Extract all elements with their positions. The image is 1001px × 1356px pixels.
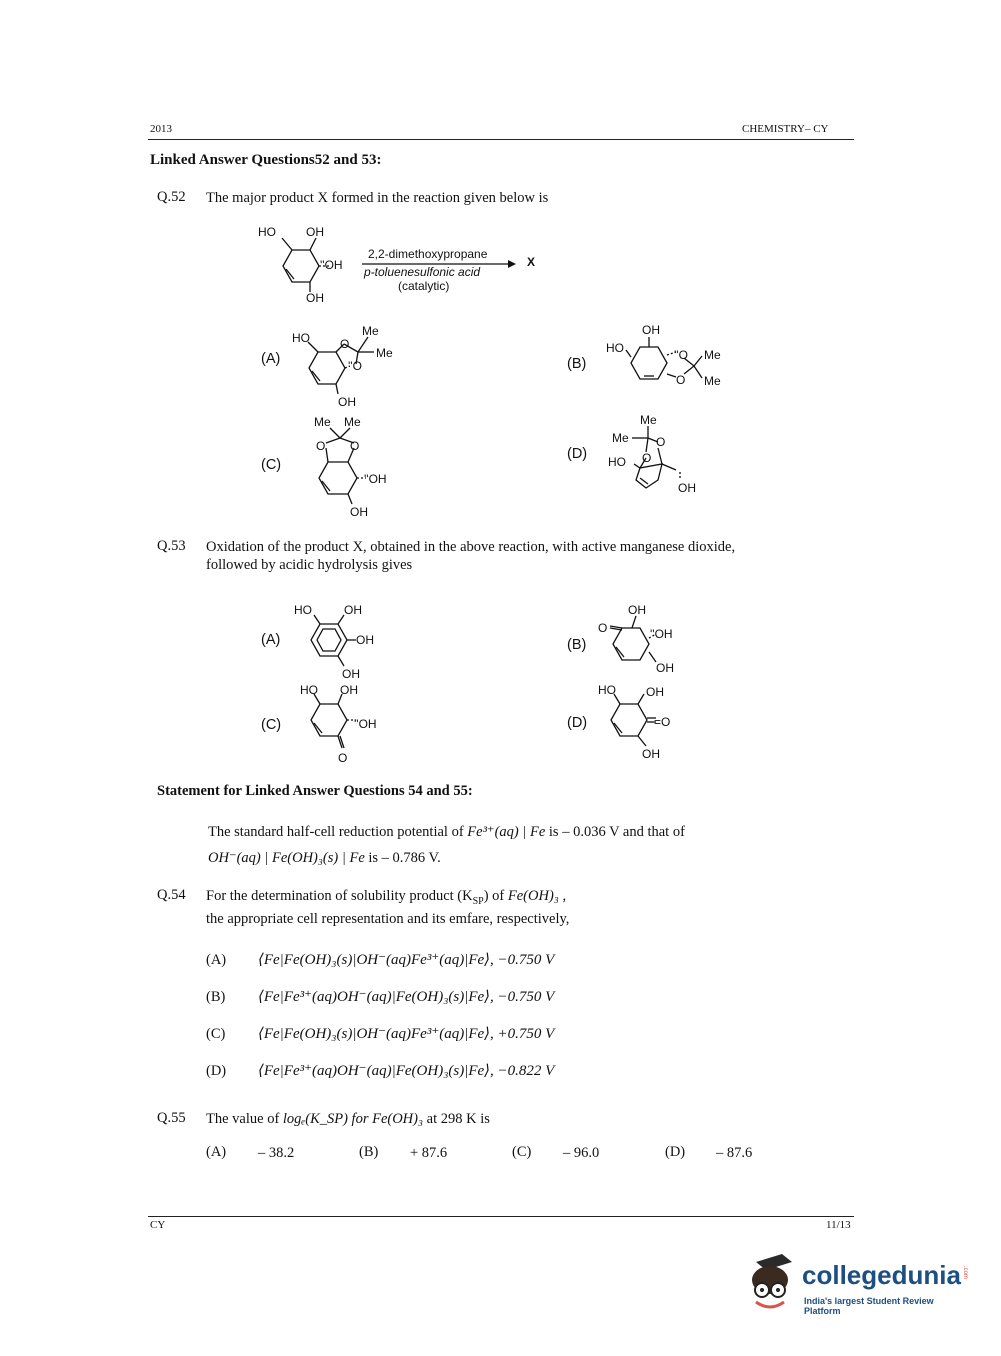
mascot-icon [742, 1250, 800, 1316]
linked-title-54-55: Statement for Linked Answer Questions 54 and 55: [157, 783, 473, 799]
q53-option-b-label[interactable]: (B) [567, 637, 587, 653]
q52-text: The major product X formed in the reaction given below is [206, 190, 549, 206]
q53-option-d-structure [594, 680, 704, 764]
svg-text:''OH: ''OH [354, 717, 377, 731]
q52-option-a-label[interactable]: (A) [261, 351, 281, 367]
q54-option-d-text[interactable]: ⟨Fe|Fe³⁺(aq)OH⁻(aq)|Fe(OH)₃(s)|Fe⟩, −0.822 V [258, 1063, 555, 1079]
header-subject: CHEMISTRY– CY [742, 123, 829, 135]
q52-reaction-scheme [250, 222, 570, 304]
svg-text:Me: Me [344, 415, 361, 429]
q52-sm-oh2: ''OH [320, 258, 343, 272]
q52-sm-oh3: OH [306, 291, 324, 304]
svg-text:OH: OH [656, 661, 674, 675]
q54-number: Q.54 [157, 887, 186, 903]
svg-text:''O: ''O [348, 359, 362, 373]
svg-text:O: O [340, 337, 350, 351]
svg-text:O: O [598, 621, 608, 635]
svg-text:OH: OH [344, 603, 362, 617]
q53-number: Q.53 [157, 538, 186, 554]
svg-text:OH: OH [356, 633, 374, 647]
svg-text:OH: OH [628, 603, 646, 617]
svg-text:O: O [642, 451, 652, 465]
svg-text:OH: OH [342, 667, 360, 681]
q54-option-b-label[interactable]: (B) [206, 989, 226, 1005]
svg-text:O: O [676, 373, 686, 387]
q55-number: Q.55 [157, 1110, 186, 1126]
q52-option-c-structure [300, 410, 410, 522]
q54-option-c-text[interactable]: ⟨Fe|Fe(OH)₃(s)|OH⁻(aq)Fe³⁺(aq)|Fe⟩, +0.750 V [258, 1026, 555, 1042]
logo-com: .com [962, 1266, 968, 1280]
q52-reagent-top: 2,2-dimethoxypropane [368, 247, 488, 261]
svg-text:OH: OH [338, 395, 356, 409]
footer-page: 11/13 [826, 1219, 851, 1231]
q52-option-b-structure [604, 322, 734, 392]
q53-option-c-structure [296, 680, 406, 766]
svg-text:''OH: ''OH [650, 627, 673, 641]
q53-text-line2: followed by acidic hydrolysis gives [206, 557, 413, 573]
q52-option-d-label[interactable]: (D) [567, 446, 588, 462]
svg-text:O: O [350, 439, 360, 453]
q54-text-line2: the appropriate cell representation and its emfare, respectively, [206, 911, 570, 927]
svg-text:OH: OH [340, 683, 358, 697]
q53-option-d-label[interactable]: (D) [567, 715, 588, 731]
q54-option-b-text[interactable]: ⟨Fe|Fe³⁺(aq)OH⁻(aq)|Fe(OH)₃(s)|Fe⟩, −0.750 V [258, 989, 555, 1005]
svg-text:HO: HO [598, 683, 616, 697]
svg-text:Me: Me [362, 324, 379, 338]
svg-text:OH: OH [646, 685, 664, 699]
q52-option-a-structure [288, 322, 408, 412]
q52-number: Q.52 [157, 189, 186, 205]
q55-option-b-value[interactable]: + 87.6 [410, 1145, 448, 1161]
q55-option-b-label[interactable]: (B) [359, 1144, 379, 1160]
q55-option-c-label[interactable]: (C) [512, 1144, 532, 1160]
svg-text:Me: Me [376, 346, 393, 360]
q55-option-c-value[interactable]: – 96.0 [563, 1145, 600, 1161]
q54-text-line1: For the determination of solubility product $(K_{SP})$ of Fe(OH)₃ , [206, 888, 567, 907]
svg-text:OH: OH [642, 323, 660, 337]
header-rule [148, 139, 854, 140]
q55-option-d-value[interactable]: – 87.6 [716, 1145, 753, 1161]
q52-option-c-label[interactable]: (C) [261, 457, 282, 473]
q53-option-c-label[interactable]: (C) [261, 717, 282, 733]
svg-text:OH: OH [350, 505, 368, 519]
svg-text:HO: HO [294, 603, 312, 617]
svg-text:OH: OH [642, 747, 660, 761]
footer-code: CY [150, 1219, 166, 1231]
svg-text:HO: HO [300, 683, 318, 697]
svg-text:Me: Me [640, 413, 657, 427]
q55-option-d-label[interactable]: (D) [665, 1144, 686, 1160]
logo-tagline: India's largest Student Review Platform [804, 1296, 934, 1316]
svg-text:Me: Me [704, 348, 721, 362]
q54-option-d-label[interactable]: (D) [206, 1063, 227, 1079]
q54-option-c-label[interactable]: (C) [206, 1026, 226, 1042]
q52-reagent-mid: p-toluenesulfonic acid [364, 265, 481, 279]
svg-text:Me: Me [704, 374, 721, 388]
linked-title-52-53: Linked Answer Questions52 and 53: [150, 152, 382, 168]
svg-text:HO: HO [608, 455, 626, 469]
q55-text: The value of logₑ(K_SP) for Fe(OH)₃ at 298 K is [206, 1111, 490, 1127]
svg-text:O: O [316, 439, 326, 453]
statement-line1: The standard half-cell reduction potential of Fe³⁺(aq) | Fe is – 0.036 V and that of [208, 824, 685, 840]
q52-reagent-bot: (catalytic) [398, 279, 450, 293]
svg-text:''OH: ''OH [364, 472, 387, 486]
svg-text:HO: HO [606, 341, 624, 355]
q55-option-a-value[interactable]: – 38.2 [258, 1145, 295, 1161]
q53-text-line1: Oxidation of the product X, obtained in the above reaction, with active manganese dioxide, [206, 539, 736, 555]
q52-product-x: X [527, 255, 536, 269]
q54-option-a-label[interactable]: (A) [206, 952, 227, 968]
svg-text:O: O [338, 751, 348, 765]
svg-text:Me: Me [314, 415, 331, 429]
q52-sm-ho: HO [258, 225, 276, 239]
q55-option-a-label[interactable]: (A) [206, 1144, 227, 1160]
statement-line2: OH⁻(aq) | Fe(OH)₃(s) | Fe is – 0.786 V. [208, 850, 441, 866]
q52-sm-oh1: OH [306, 225, 324, 239]
footer-rule [148, 1216, 854, 1217]
q53-option-a-structure [290, 600, 400, 682]
collegedunia-logo [742, 1250, 972, 1320]
svg-text:Me: Me [612, 431, 629, 445]
q53-option-b-structure [592, 600, 702, 676]
svg-text:OH: OH [678, 481, 696, 495]
svg-text:''O: ''O [674, 348, 688, 362]
q54-option-a-text[interactable]: ⟨Fe|Fe(OH)₃(s)|OH⁻(aq)Fe³⁺(aq)|Fe⟩, −0.750 V [258, 952, 555, 968]
header-year: 2013 [150, 123, 172, 135]
q52-option-d-structure [600, 410, 710, 500]
q52-option-b-label[interactable]: (B) [567, 356, 587, 372]
svg-text:=O: =O [654, 715, 671, 729]
q53-option-a-label[interactable]: (A) [261, 632, 281, 648]
logo-wordmark: collegedunia [802, 1260, 961, 1290]
svg-text:O: O [656, 435, 666, 449]
svg-text:HO: HO [292, 331, 310, 345]
